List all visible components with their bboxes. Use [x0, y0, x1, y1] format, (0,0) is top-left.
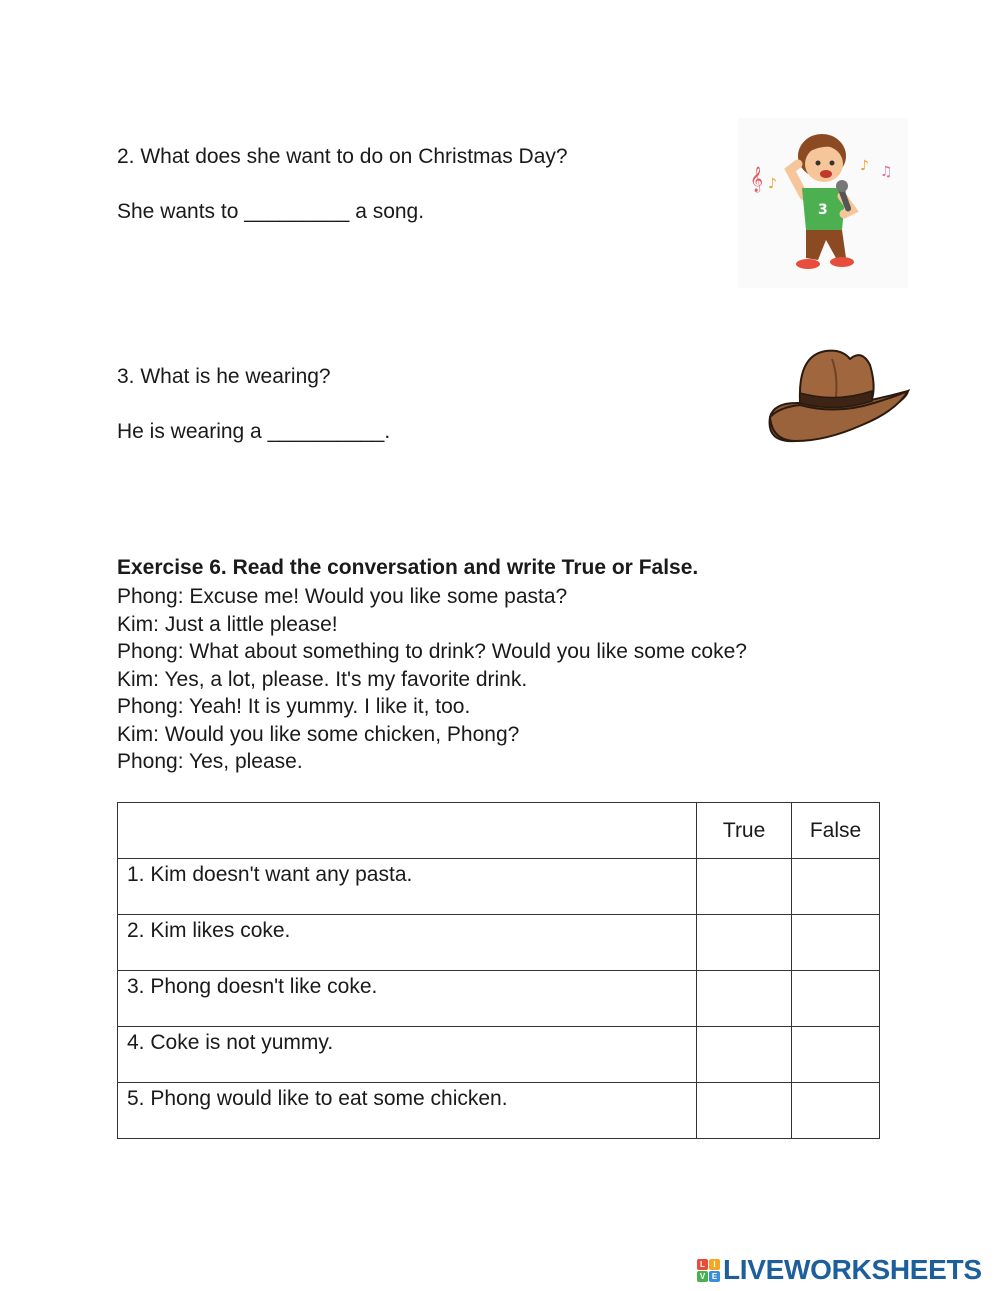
conversation-line: Phong: Excuse me! Would you like some pasta?: [117, 585, 568, 608]
logo-tile: I: [709, 1259, 720, 1270]
question-2-answer-line: She wants to _________ a song.: [117, 200, 425, 223]
table-header-row: [118, 803, 880, 859]
statement-cell: 4. Coke is not yummy.: [118, 1027, 697, 1083]
true-answer-cell[interactable]: [697, 1083, 792, 1139]
conversation-line: Phong: What about something to drink? Would you like some coke?: [117, 640, 747, 663]
false-answer-cell[interactable]: [792, 1083, 880, 1139]
conversation: [117, 583, 747, 776]
table-row: [118, 1027, 880, 1083]
false-answer-cell[interactable]: [792, 859, 880, 915]
liveworksheets-logo[interactable]: [697, 1254, 982, 1286]
table-row: [118, 915, 880, 971]
statement-cell: 5. Phong would like to eat some chicken.: [118, 1083, 697, 1139]
svg-text:♫: ♫: [880, 164, 893, 180]
logo-tile: L: [697, 1259, 708, 1270]
cowboy-hat-icon: [766, 345, 910, 447]
true-false-table: [117, 802, 880, 1139]
true-answer-cell[interactable]: [697, 971, 792, 1027]
question-3-answer-line: He is wearing a __________.: [117, 420, 391, 443]
table-header-true: True: [697, 803, 792, 859]
cowboy-hat-image: [766, 345, 910, 447]
conversation-line: Kim: Would you like some chicken, Phong?: [117, 722, 520, 746]
statement-cell: 1. Kim doesn't want any pasta.: [118, 859, 697, 915]
singing-child-icon: [738, 118, 908, 288]
question-3-prompt: 3. What is he wearing?: [117, 365, 331, 388]
statement-cell: 3. Phong doesn't like coke.: [118, 971, 697, 1027]
false-answer-cell[interactable]: [792, 1027, 880, 1083]
false-answer-cell[interactable]: [792, 915, 880, 971]
exercise-6-title: Exercise 6. Read the conversation and write True or False.: [117, 556, 699, 579]
conversation-line: Phong: Yes, please.: [117, 750, 303, 773]
logo-tiles-icon: [697, 1259, 720, 1282]
table-row: [118, 859, 880, 915]
conversation-line: Phong: Yeah! It is yummy. I like it, too.: [117, 695, 471, 718]
conversation-line: Kim: Yes, a lot, please. It's my favorite drink.: [117, 667, 528, 691]
table-header-statement: [118, 803, 697, 859]
table-row: [118, 971, 880, 1027]
svg-text:♪: ♪: [860, 158, 869, 174]
svg-text:𝄞: 𝄞: [750, 167, 764, 192]
svg-text:3: 3: [818, 202, 828, 218]
table-row: [118, 1083, 880, 1139]
question-2-prompt: 2. What does she want to do on Christmas Day?: [117, 145, 568, 168]
table-header-false: False: [792, 803, 880, 859]
singing-child-image: [738, 118, 908, 288]
statement-cell: 2. Kim likes coke.: [118, 915, 697, 971]
logo-tile: E: [709, 1271, 720, 1282]
svg-text:♪: ♪: [768, 176, 777, 192]
logo-tile: V: [697, 1271, 708, 1282]
conversation-line: Kim: Just a little please!: [117, 612, 338, 636]
false-answer-cell[interactable]: [792, 971, 880, 1027]
true-answer-cell[interactable]: [697, 915, 792, 971]
true-answer-cell[interactable]: [697, 859, 792, 915]
true-answer-cell[interactable]: [697, 1027, 792, 1083]
logo-text: LIVEWORKSHEETS: [723, 1254, 982, 1285]
